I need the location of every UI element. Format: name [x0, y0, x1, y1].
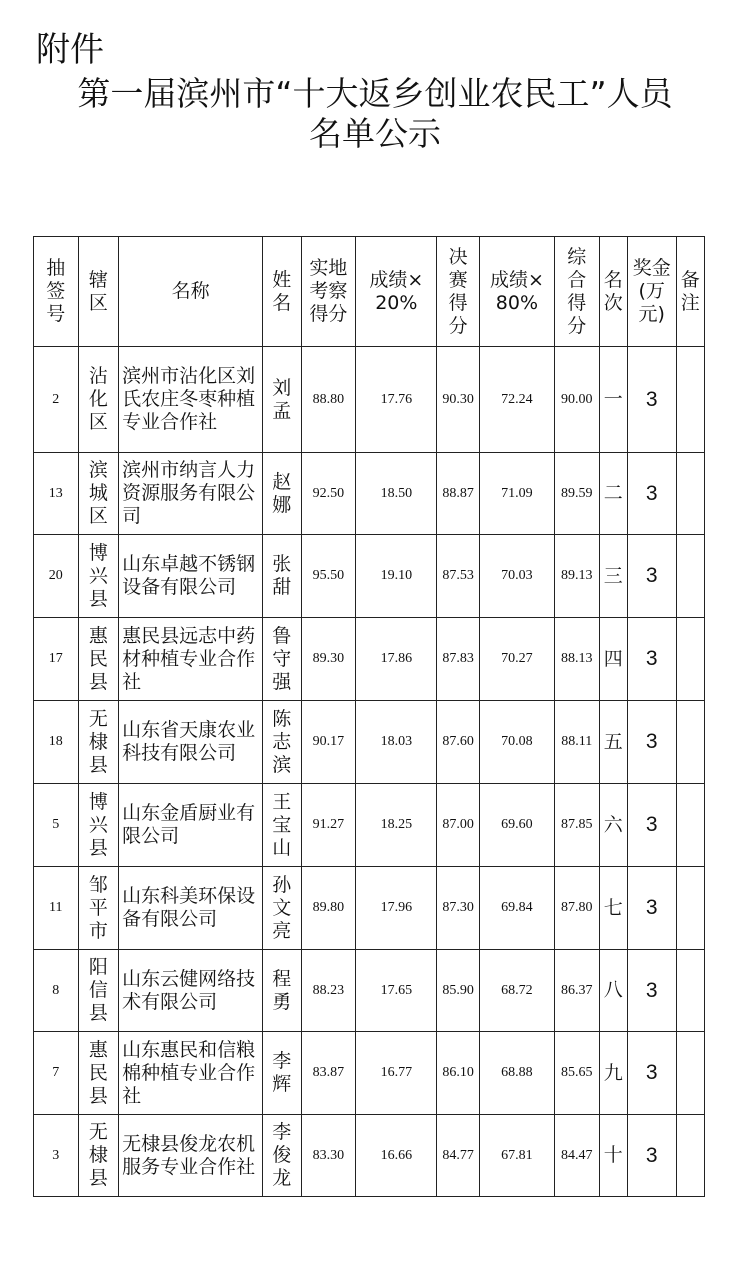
- cell-draw-no: 7: [34, 1032, 79, 1115]
- cell-award: 3: [627, 784, 676, 867]
- cell-final-score: 87.30: [437, 867, 480, 950]
- cell-draw-no: 3: [34, 1115, 79, 1197]
- cell-score-20: 16.77: [356, 1032, 437, 1115]
- cell-total-score: 87.85: [554, 784, 599, 867]
- cell-field-score: 89.80: [301, 867, 356, 950]
- cell-rank: 八: [599, 950, 627, 1032]
- cell-note: [676, 784, 704, 867]
- cell-rank: 三: [599, 535, 627, 618]
- header-rank: 名次: [599, 237, 627, 347]
- cell-draw-no: 18: [34, 701, 79, 784]
- cell-draw-no: 20: [34, 535, 79, 618]
- cell-draw-no: 5: [34, 784, 79, 867]
- cell-award: 3: [627, 618, 676, 701]
- cell-rank: 六: [599, 784, 627, 867]
- cell-score-80: 70.03: [479, 535, 554, 618]
- cell-district: 邹平市: [78, 867, 119, 950]
- table-row: [34, 1115, 705, 1197]
- header-score-80: 成绩×80%: [479, 237, 554, 347]
- cell-draw-no: 2: [34, 347, 79, 453]
- cell-score-20: 17.76: [356, 347, 437, 453]
- cell-score-20: 17.96: [356, 867, 437, 950]
- cell-person: 程勇: [263, 950, 302, 1032]
- cell-rank: 十: [599, 1115, 627, 1197]
- cell-field-score: 83.30: [301, 1115, 356, 1197]
- cell-final-score: 85.90: [437, 950, 480, 1032]
- cell-total-score: 86.37: [554, 950, 599, 1032]
- cell-award: 3: [627, 535, 676, 618]
- cell-draw-no: 11: [34, 867, 79, 950]
- cell-final-score: 84.77: [437, 1115, 480, 1197]
- header-draw-no: 抽签号: [34, 237, 79, 347]
- cell-final-score: 87.53: [437, 535, 480, 618]
- cell-score-80: 68.88: [479, 1032, 554, 1115]
- cell-note: [676, 1115, 704, 1197]
- cell-rank: 二: [599, 453, 627, 535]
- cell-final-score: 87.00: [437, 784, 480, 867]
- cell-award: 3: [627, 1115, 676, 1197]
- table-row: [34, 867, 705, 950]
- document-title: 第一届滨州市“十大返乡创业农民工”人员: [77, 74, 673, 113]
- cell-person: 孙文亮: [263, 867, 302, 950]
- cell-district: 博兴县: [78, 784, 119, 867]
- cell-name: 山东惠民和信粮棉种植专业合作社: [119, 1032, 263, 1115]
- table-row: [34, 1032, 705, 1115]
- table-row: [34, 453, 705, 535]
- cell-district: 阳信县: [78, 950, 119, 1032]
- cell-note: [676, 535, 704, 618]
- cell-field-score: 91.27: [301, 784, 356, 867]
- cell-note: [676, 950, 704, 1032]
- cell-person: 陈志滨: [263, 701, 302, 784]
- cell-district: 无棣县: [78, 1115, 119, 1197]
- cell-score-80: 70.27: [479, 618, 554, 701]
- cell-score-80: 72.24: [479, 347, 554, 453]
- attachment-label: 附件: [36, 30, 104, 70]
- cell-field-score: 83.87: [301, 1032, 356, 1115]
- cell-total-score: 89.59: [554, 453, 599, 535]
- cell-score-80: 67.81: [479, 1115, 554, 1197]
- cell-total-score: 90.00: [554, 347, 599, 453]
- cell-award: 3: [627, 1032, 676, 1115]
- cell-district: 沾化区: [78, 347, 119, 453]
- header-total-score: 综合得分: [554, 237, 599, 347]
- cell-draw-no: 8: [34, 950, 79, 1032]
- cell-name: 惠民县远志中药材种植专业合作社: [119, 618, 263, 701]
- cell-person: 李俊龙: [263, 1115, 302, 1197]
- cell-total-score: 88.13: [554, 618, 599, 701]
- cell-score-80: 68.72: [479, 950, 554, 1032]
- cell-name: 滨州市纳言人力资源服务有限公司: [119, 453, 263, 535]
- cell-district: 博兴县: [78, 535, 119, 618]
- table-row: [34, 618, 705, 701]
- cell-draw-no: 13: [34, 453, 79, 535]
- cell-note: [676, 618, 704, 701]
- cell-name: 山东金盾厨业有限公司: [119, 784, 263, 867]
- cell-score-80: 70.08: [479, 701, 554, 784]
- cell-score-80: 69.60: [479, 784, 554, 867]
- cell-person: 鲁守强: [263, 618, 302, 701]
- cell-note: [676, 453, 704, 535]
- cell-person: 王宝山: [263, 784, 302, 867]
- cell-note: [676, 347, 704, 453]
- cell-score-20: 17.65: [356, 950, 437, 1032]
- cell-note: [676, 1032, 704, 1115]
- cell-score-20: 18.25: [356, 784, 437, 867]
- cell-name: 山东省天康农业科技有限公司: [119, 701, 263, 784]
- cell-total-score: 84.47: [554, 1115, 599, 1197]
- cell-final-score: 87.83: [437, 618, 480, 701]
- cell-name: 无棣县俊龙农机服务专业合作社: [119, 1115, 263, 1197]
- cell-total-score: 87.80: [554, 867, 599, 950]
- cell-rank: 九: [599, 1032, 627, 1115]
- cell-total-score: 85.65: [554, 1032, 599, 1115]
- header-note: 备注: [676, 237, 704, 347]
- table-row: [34, 535, 705, 618]
- table-header-row: [34, 237, 705, 347]
- cell-score-80: 69.84: [479, 867, 554, 950]
- cell-district: 无棣县: [78, 701, 119, 784]
- cell-field-score: 92.50: [301, 453, 356, 535]
- header-district: 辖区: [78, 237, 119, 347]
- cell-person: 刘孟: [263, 347, 302, 453]
- award-list-table: [33, 236, 705, 1197]
- cell-rank: 一: [599, 347, 627, 453]
- cell-district: 惠民县: [78, 1032, 119, 1115]
- cell-field-score: 88.80: [301, 347, 356, 453]
- cell-total-score: 88.11: [554, 701, 599, 784]
- cell-award: 3: [627, 867, 676, 950]
- cell-total-score: 89.13: [554, 535, 599, 618]
- cell-final-score: 90.30: [437, 347, 480, 453]
- cell-district: 惠民县: [78, 618, 119, 701]
- cell-award: 3: [627, 950, 676, 1032]
- cell-score-20: 19.10: [356, 535, 437, 618]
- cell-field-score: 95.50: [301, 535, 356, 618]
- cell-district: 滨城区: [78, 453, 119, 535]
- header-person: 姓名: [263, 237, 302, 347]
- cell-field-score: 88.23: [301, 950, 356, 1032]
- cell-draw-no: 17: [34, 618, 79, 701]
- cell-field-score: 89.30: [301, 618, 356, 701]
- cell-final-score: 87.60: [437, 701, 480, 784]
- cell-name: 滨州市沾化区刘氏农庄冬枣种植专业合作社: [119, 347, 263, 453]
- cell-final-score: 86.10: [437, 1032, 480, 1115]
- header-field-score: 实地考察得分: [301, 237, 356, 347]
- cell-person: 张甜: [263, 535, 302, 618]
- cell-name: 山东云健网络技术有限公司: [119, 950, 263, 1032]
- header-award: 奖金(万元): [627, 237, 676, 347]
- header-name: 名称: [119, 237, 263, 347]
- cell-score-20: 16.66: [356, 1115, 437, 1197]
- cell-person: 李辉: [263, 1032, 302, 1115]
- table-row: [34, 701, 705, 784]
- cell-award: 3: [627, 701, 676, 784]
- cell-award: 3: [627, 453, 676, 535]
- table-row: [34, 950, 705, 1032]
- cell-person: 赵娜: [263, 453, 302, 535]
- cell-note: [676, 867, 704, 950]
- table-row: [34, 784, 705, 867]
- cell-rank: 五: [599, 701, 627, 784]
- table-row: [34, 347, 705, 453]
- cell-name: 山东科美环保设备有限公司: [119, 867, 263, 950]
- cell-award: 3: [627, 347, 676, 453]
- cell-score-20: 17.86: [356, 618, 437, 701]
- header-final-score: 决赛得分: [437, 237, 480, 347]
- cell-score-20: 18.50: [356, 453, 437, 535]
- cell-rank: 七: [599, 867, 627, 950]
- cell-field-score: 90.17: [301, 701, 356, 784]
- cell-score-20: 18.03: [356, 701, 437, 784]
- header-score-20: 成绩×20%: [356, 237, 437, 347]
- cell-final-score: 88.87: [437, 453, 480, 535]
- cell-score-80: 71.09: [479, 453, 554, 535]
- cell-rank: 四: [599, 618, 627, 701]
- cell-name: 山东卓越不锈钢设备有限公司: [119, 535, 263, 618]
- document-title-line2: 名单公示: [309, 114, 441, 153]
- cell-note: [676, 701, 704, 784]
